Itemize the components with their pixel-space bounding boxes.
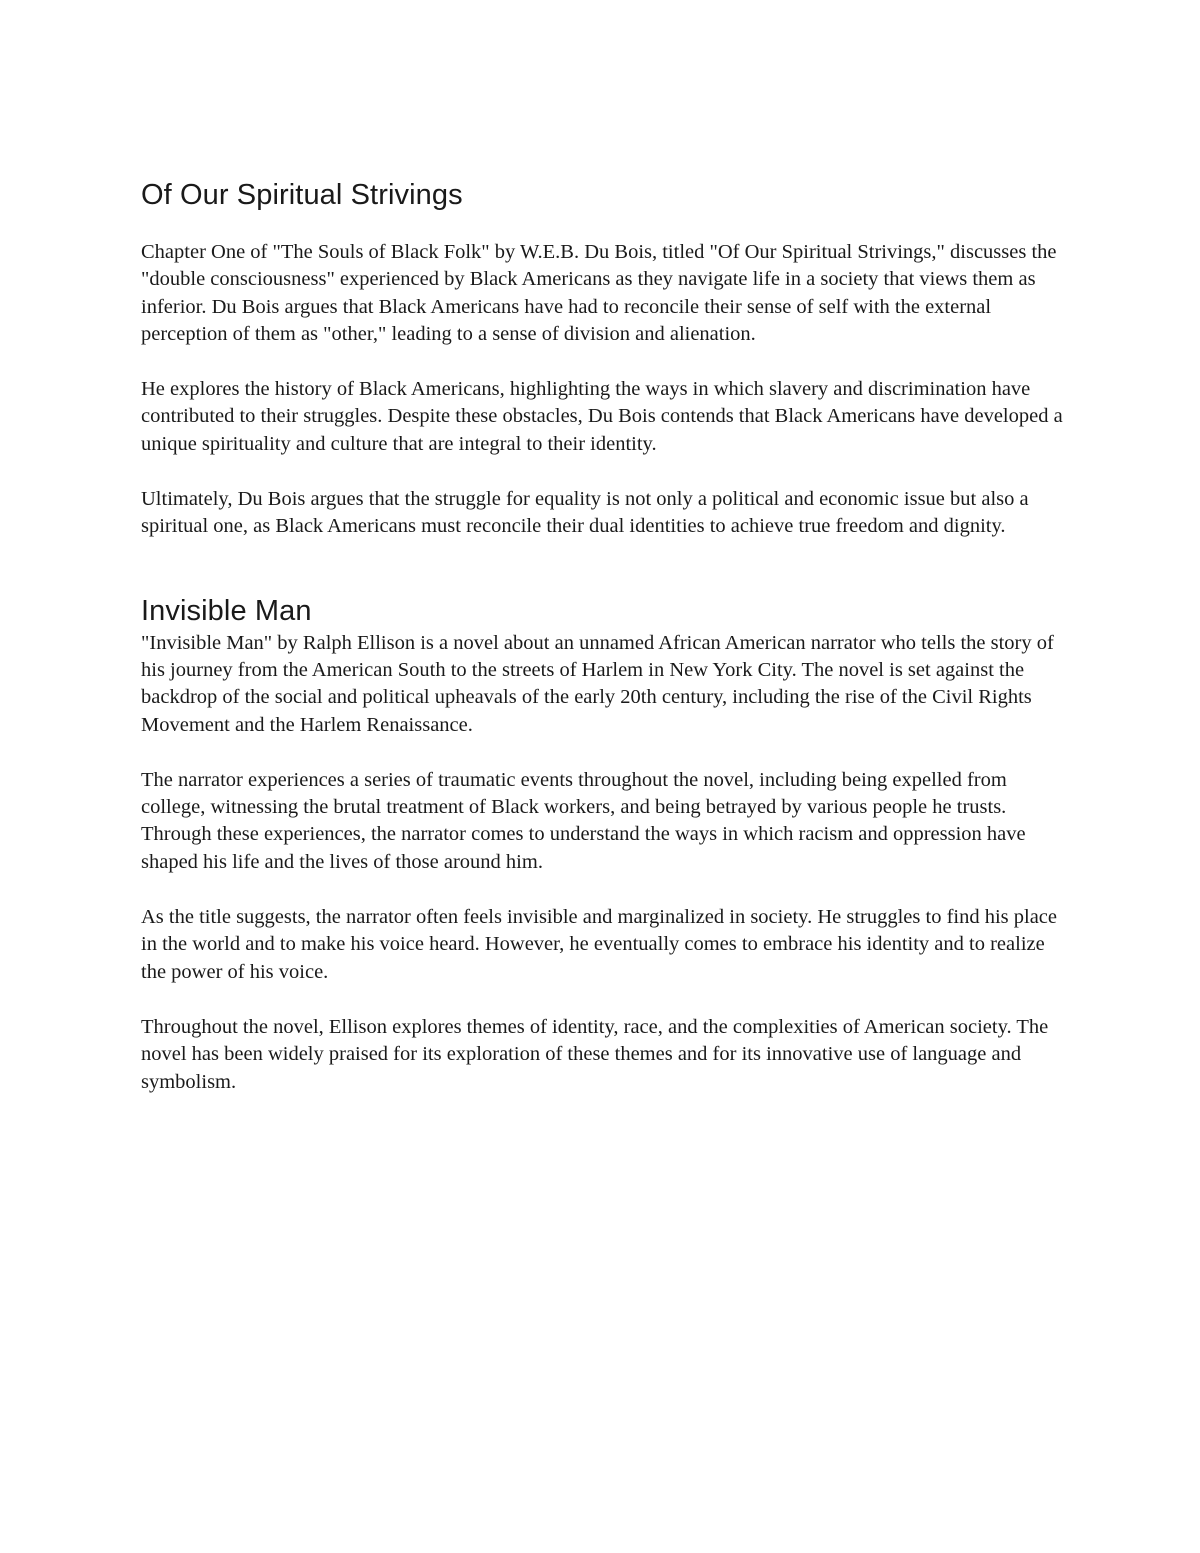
- document-content: [141, 176, 1071, 1096]
- paragraph: He explores the history of Black Americans, highlighting the ways in which slavery and discrimination have contributed to their struggles. Despite these obstacles, Du Bois contends that Black Americans have developed a unique spirituality and culture that are integral to their identity.: [141, 378, 1063, 455]
- paragraph: The narrator experiences a series of traumatic events throughout the novel, including being expelled from college, witnessing the brutal treatment of Black workers, and being betrayed by various people he trusts. Through these experiences, the narrator comes to understand the ways in which racism and oppression have shaped his life and the lives of those around him.: [141, 768, 1026, 873]
- paragraph: "Invisible Man" by Ralph Ellison is a novel about an unnamed African American narrator who tells the story of his journey from the American South to the streets of Harlem in New York City. The novel is set against the backdrop of the social and political upheavals of the early 20th century, including the rise of the Civil Rights Movement and the Harlem Renaissance.: [141, 631, 1054, 736]
- paragraph: As the title suggests, the narrator often feels invisible and marginalized in society. He struggles to find his place in the world and to make his voice heard. However, he eventually comes to embrace his identity and to realize the power of his voice.: [141, 906, 1058, 983]
- paragraph: Ultimately, Du Bois argues that the struggle for equality is not only a political and economic issue but also a spiritual one, as Black Americans must reconcile their dual identities to achieve true freedom and dignity.: [141, 488, 1029, 538]
- section-heading: Of Our Spiritual Strivings: [141, 179, 463, 211]
- section-heading: Invisible Man: [141, 594, 312, 627]
- paragraph: Throughout the novel, Ellison explores themes of identity, race, and the complexities of American society. The novel has been widely praised for its exploration of these themes and for its innovative use of language and symbolism.: [141, 1015, 1049, 1093]
- section-spiritual-strivings: [141, 176, 1071, 541]
- paragraph: Chapter One of "The Souls of Black Folk" by W.E.B. Du Bois, titled "Of Our Spiritual Strivings," discusses the "double consciousness" experienced by Black Americans as they navigate life in a society that views them as inferior. Du Bois argues that Black Americans have had to reconcile their sense of self with the external perception of them as "other," leading to a sense of division and alienation.: [141, 241, 1057, 345]
- section-invisible-man: [141, 592, 1071, 1096]
